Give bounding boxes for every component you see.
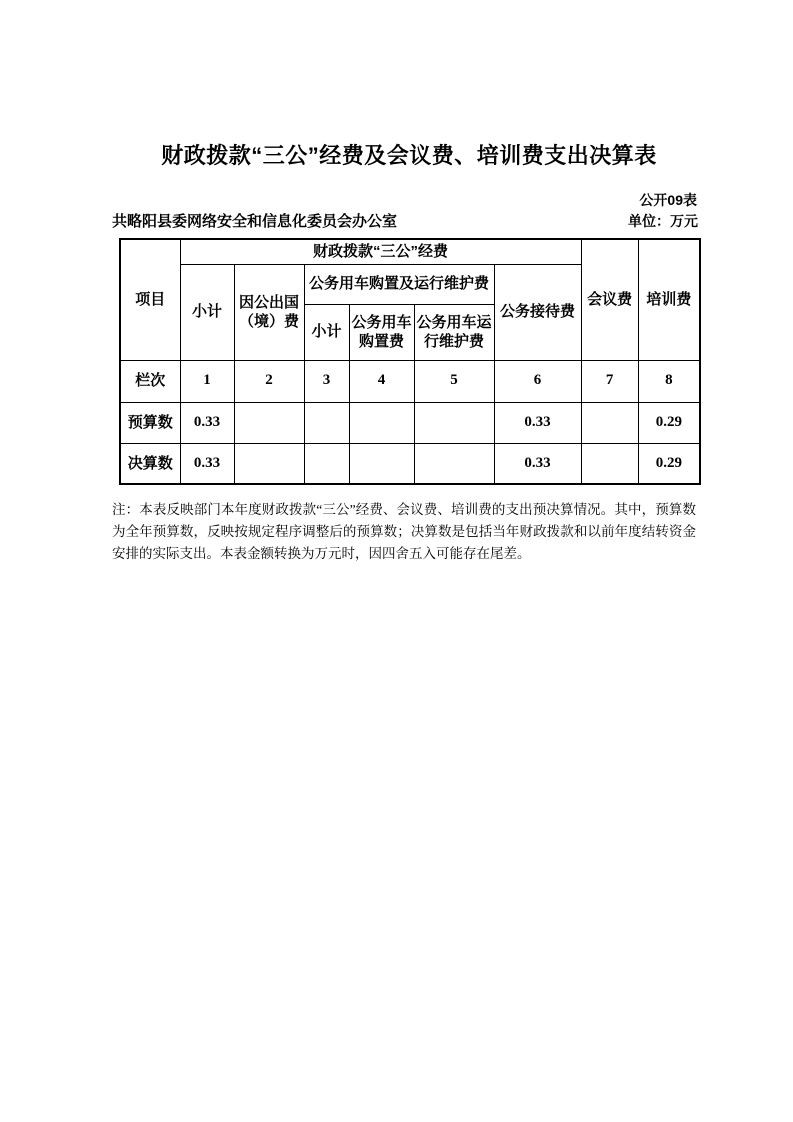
index-cell-1: 1 [180, 360, 234, 402]
header-abroad-fee: 因公出国（境）费 [234, 264, 304, 360]
index-cell-2: 2 [234, 360, 304, 402]
header-item: 项目 [120, 239, 180, 360]
index-cell-8: 8 [638, 360, 700, 402]
form-code-label: 公开09表 [639, 192, 697, 208]
final-cell-6: 0.33 [494, 443, 581, 484]
index-cell-5: 5 [414, 360, 494, 402]
budget-cell-7 [581, 402, 638, 443]
row-label-final: 决算数 [120, 443, 180, 484]
budget-cell-8: 0.29 [638, 402, 700, 443]
header-meeting-fee: 会议费 [581, 239, 638, 360]
budget-cell-6: 0.33 [494, 402, 581, 443]
final-cell-1: 0.33 [180, 443, 234, 484]
index-cell-7: 7 [581, 360, 638, 402]
index-cell-6: 6 [494, 360, 581, 402]
note-text: 注：本表反映部门本年度财政拨款“三公”经费、会议费、培训费的支出预决算情况。其中，预算数为全年预算数，反映按规定程序调整后的预算数；决算数是包括当年财政拨款和以前年度结转资金安排的实际支出。本表金额转换为万元时，因四舍五入可能存在尾差。 [112, 502, 696, 561]
budget-cell-1: 0.33 [180, 402, 234, 443]
index-cell-3: 3 [304, 360, 349, 402]
header-vehicle-subtotal: 小计 [304, 304, 349, 360]
budget-cell-4 [349, 402, 414, 443]
header-vehicle-maintenance-fee: 公务用车运行维护费 [414, 304, 494, 360]
header-training-fee: 培训费 [638, 239, 700, 360]
header-subtotal: 小计 [180, 264, 234, 360]
org-name: 共略阳县委网络安全和信息化委员会办公室 [112, 213, 398, 230]
expenditure-table [119, 238, 701, 485]
page-title: 财政拨款“三公”经费及会议费、培训费支出决算表 [161, 143, 657, 168]
index-cell-4: 4 [349, 360, 414, 402]
meta-line [112, 210, 698, 231]
row-label-index: 栏次 [120, 360, 180, 402]
budget-cell-5 [414, 402, 494, 443]
unit-label: 单位：万元 [628, 213, 698, 229]
header-vehicle-purchase-fee: 公务用车购置费 [349, 304, 414, 360]
row-label-budget: 预算数 [120, 402, 180, 443]
header-reception-fee: 公务接待费 [494, 264, 581, 360]
final-cell-3 [304, 443, 349, 484]
final-cell-7 [581, 443, 638, 484]
budget-cell-3 [304, 402, 349, 443]
budget-cell-2 [234, 402, 304, 443]
header-vehicle-group: 公务用车购置及运行维护费 [304, 264, 494, 304]
final-cell-2 [234, 443, 304, 484]
header-sangong-group: 财政拨款“三公”经费 [180, 239, 581, 264]
final-cell-5 [414, 443, 494, 484]
final-cell-4 [349, 443, 414, 484]
final-cell-8: 0.29 [638, 443, 700, 484]
